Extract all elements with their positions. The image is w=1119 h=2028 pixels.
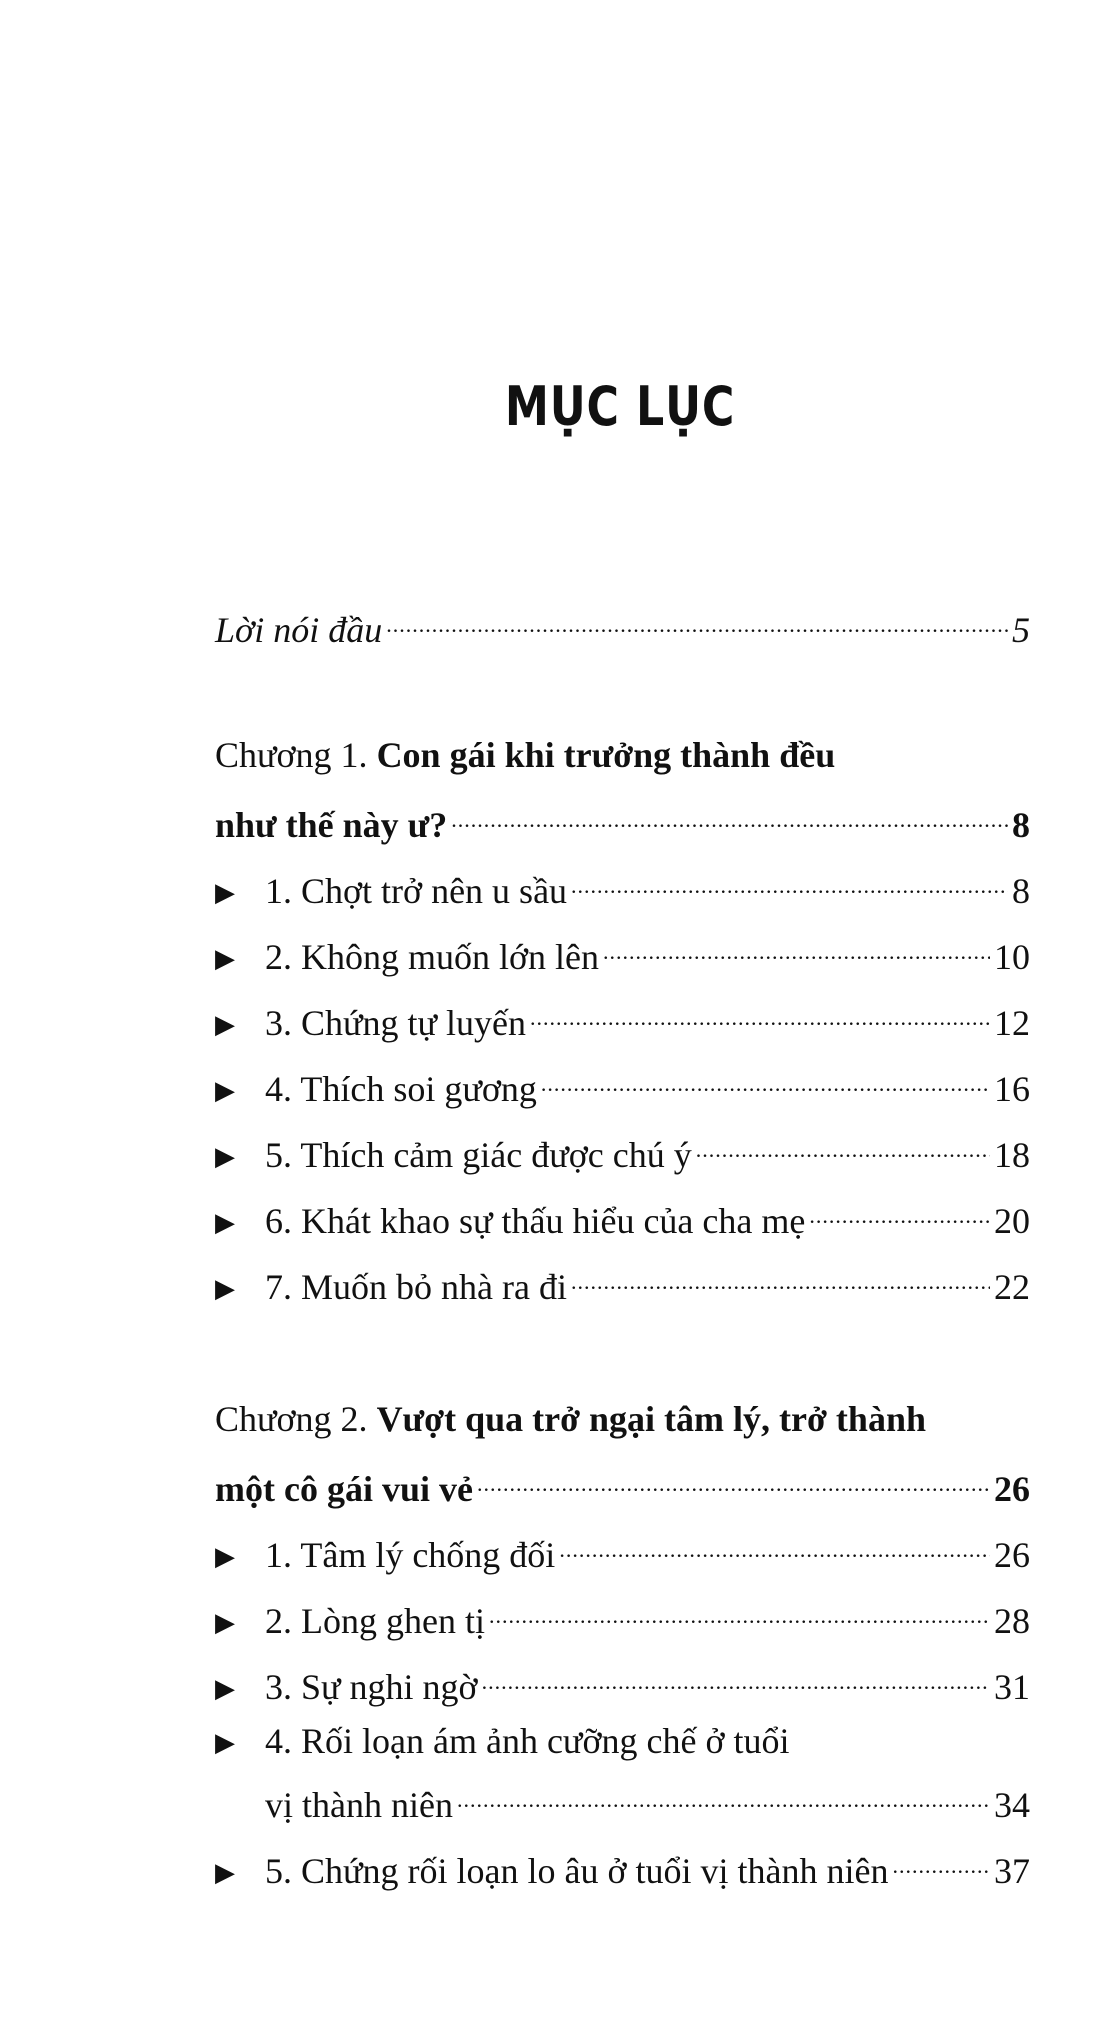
chapter-1-prefix: Chương 1.	[215, 735, 368, 775]
toc-page-number: 8	[1012, 871, 1030, 911]
triangle-right-icon: ▶	[215, 1274, 235, 1303]
list-item[interactable]	[215, 1659, 1030, 1711]
dot-leader	[696, 1127, 990, 1167]
toc-entry-text: 4. Rối loạn ám ảnh cưỡng chế ở tuổi	[265, 1721, 790, 1761]
chapter-1-title: Con gái khi trưởng thành đều	[376, 735, 836, 775]
toc-entry-text: 3. Sự nghi ngờ	[265, 1667, 478, 1707]
toc-entry-text: 5. Chứng rối loạn lo âu ở tuổi vị thành niên	[265, 1851, 889, 1891]
toc-entry-text: 1. Tâm lý chống đối	[265, 1535, 556, 1575]
list-item-continuation[interactable]	[215, 1777, 1030, 1825]
toc-entry-text: 3. Chứng tự luyến	[265, 1003, 527, 1043]
triangle-right-icon: ▶	[215, 1674, 235, 1703]
dot-leader	[541, 1061, 990, 1101]
toc-entry-text: 7. Muốn bỏ nhà ra đi	[265, 1267, 567, 1307]
triangle-right-icon: ▶	[215, 878, 235, 907]
list-item[interactable]	[215, 1193, 1030, 1245]
triangle-right-icon: ▶	[215, 1010, 235, 1039]
dot-leader	[559, 1527, 990, 1567]
toc-page-number: 5	[1012, 610, 1030, 650]
list-item[interactable]	[215, 1127, 1030, 1179]
triangle-right-icon: ▶	[215, 1608, 235, 1637]
list-item[interactable]	[215, 995, 1030, 1047]
dot-leader	[451, 797, 1008, 837]
dot-leader	[457, 1777, 990, 1817]
list-item[interactable]	[215, 1259, 1030, 1311]
list-item[interactable]	[215, 863, 1030, 915]
toc-page-number: 28	[994, 1601, 1030, 1641]
triangle-right-icon: ▶	[215, 1542, 235, 1571]
toc-page-number: 26	[994, 1469, 1030, 1509]
chapter-1-heading-line1[interactable]	[215, 735, 835, 775]
triangle-right-icon: ▶	[215, 944, 235, 973]
toc-page-number: 34	[994, 1785, 1030, 1825]
triangle-right-icon: ▶	[215, 1858, 235, 1887]
dot-leader	[809, 1193, 990, 1233]
toc-page-number: 26	[994, 1535, 1030, 1575]
chapter-2-title-cont: một cô gái vui vẻ	[215, 1469, 473, 1509]
triangle-right-icon: ▶	[215, 1728, 235, 1757]
dot-leader	[892, 1843, 990, 1883]
chapter-2-heading-line1[interactable]	[215, 1399, 926, 1439]
list-item[interactable]	[215, 1527, 1030, 1579]
page-title: MỤC LỤC	[504, 375, 736, 438]
dot-leader	[603, 929, 990, 969]
toc-entry-text-cont: vị thành niên	[265, 1785, 453, 1825]
list-item[interactable]	[215, 1721, 789, 1765]
chapter-2-heading-line2[interactable]	[215, 1461, 1030, 1509]
dot-leader	[489, 1593, 990, 1633]
toc-entry-text: Lời nói đầu	[215, 610, 383, 650]
list-item[interactable]	[215, 1593, 1030, 1645]
dot-leader	[386, 602, 1008, 642]
toc-page-number: 12	[994, 1003, 1030, 1043]
list-item[interactable]	[215, 929, 1030, 981]
dot-leader	[571, 1259, 990, 1299]
chapter-1-title-cont: như thế này ư?	[215, 805, 448, 845]
toc-entry-text: 5. Thích cảm giác được chú ý	[265, 1135, 692, 1175]
list-item[interactable]	[215, 1843, 1030, 1895]
chapter-2-prefix: Chương 2.	[215, 1399, 368, 1439]
toc-entry-text: 2. Lòng ghen tị	[265, 1601, 485, 1641]
triangle-right-icon: ▶	[215, 1076, 235, 1105]
toc-page-number: 37	[994, 1851, 1030, 1891]
list-item[interactable]	[215, 1061, 1030, 1113]
toc-entry-text: 4. Thích soi gương	[265, 1069, 537, 1109]
toc-entry-intro[interactable]	[215, 602, 1030, 650]
toc-page-number: 22	[994, 1267, 1030, 1307]
toc-page-number: 20	[994, 1201, 1030, 1241]
toc-page-number: 18	[994, 1135, 1030, 1175]
dot-leader	[477, 1461, 990, 1501]
triangle-right-icon: ▶	[215, 1142, 235, 1171]
toc-page-number: 8	[1012, 805, 1030, 845]
toc-page-number: 16	[994, 1069, 1030, 1109]
dot-leader	[482, 1659, 990, 1699]
toc-entry-text: 1. Chợt trở nên u sầu	[265, 871, 568, 911]
triangle-right-icon: ▶	[215, 1208, 235, 1237]
chapter-2-title: Vượt qua trở ngại tâm lý, trở thành	[376, 1399, 926, 1439]
chapter-1-heading-line2[interactable]	[215, 797, 1030, 845]
dot-leader	[530, 995, 990, 1035]
dot-leader	[571, 863, 1008, 903]
toc-page-number: 31	[994, 1667, 1030, 1707]
toc-page-number: 10	[994, 937, 1030, 977]
toc-entry-text: 2. Không muốn lớn lên	[265, 937, 600, 977]
toc-entry-text: 6. Khát khao sự thấu hiểu của cha mẹ	[265, 1201, 806, 1241]
